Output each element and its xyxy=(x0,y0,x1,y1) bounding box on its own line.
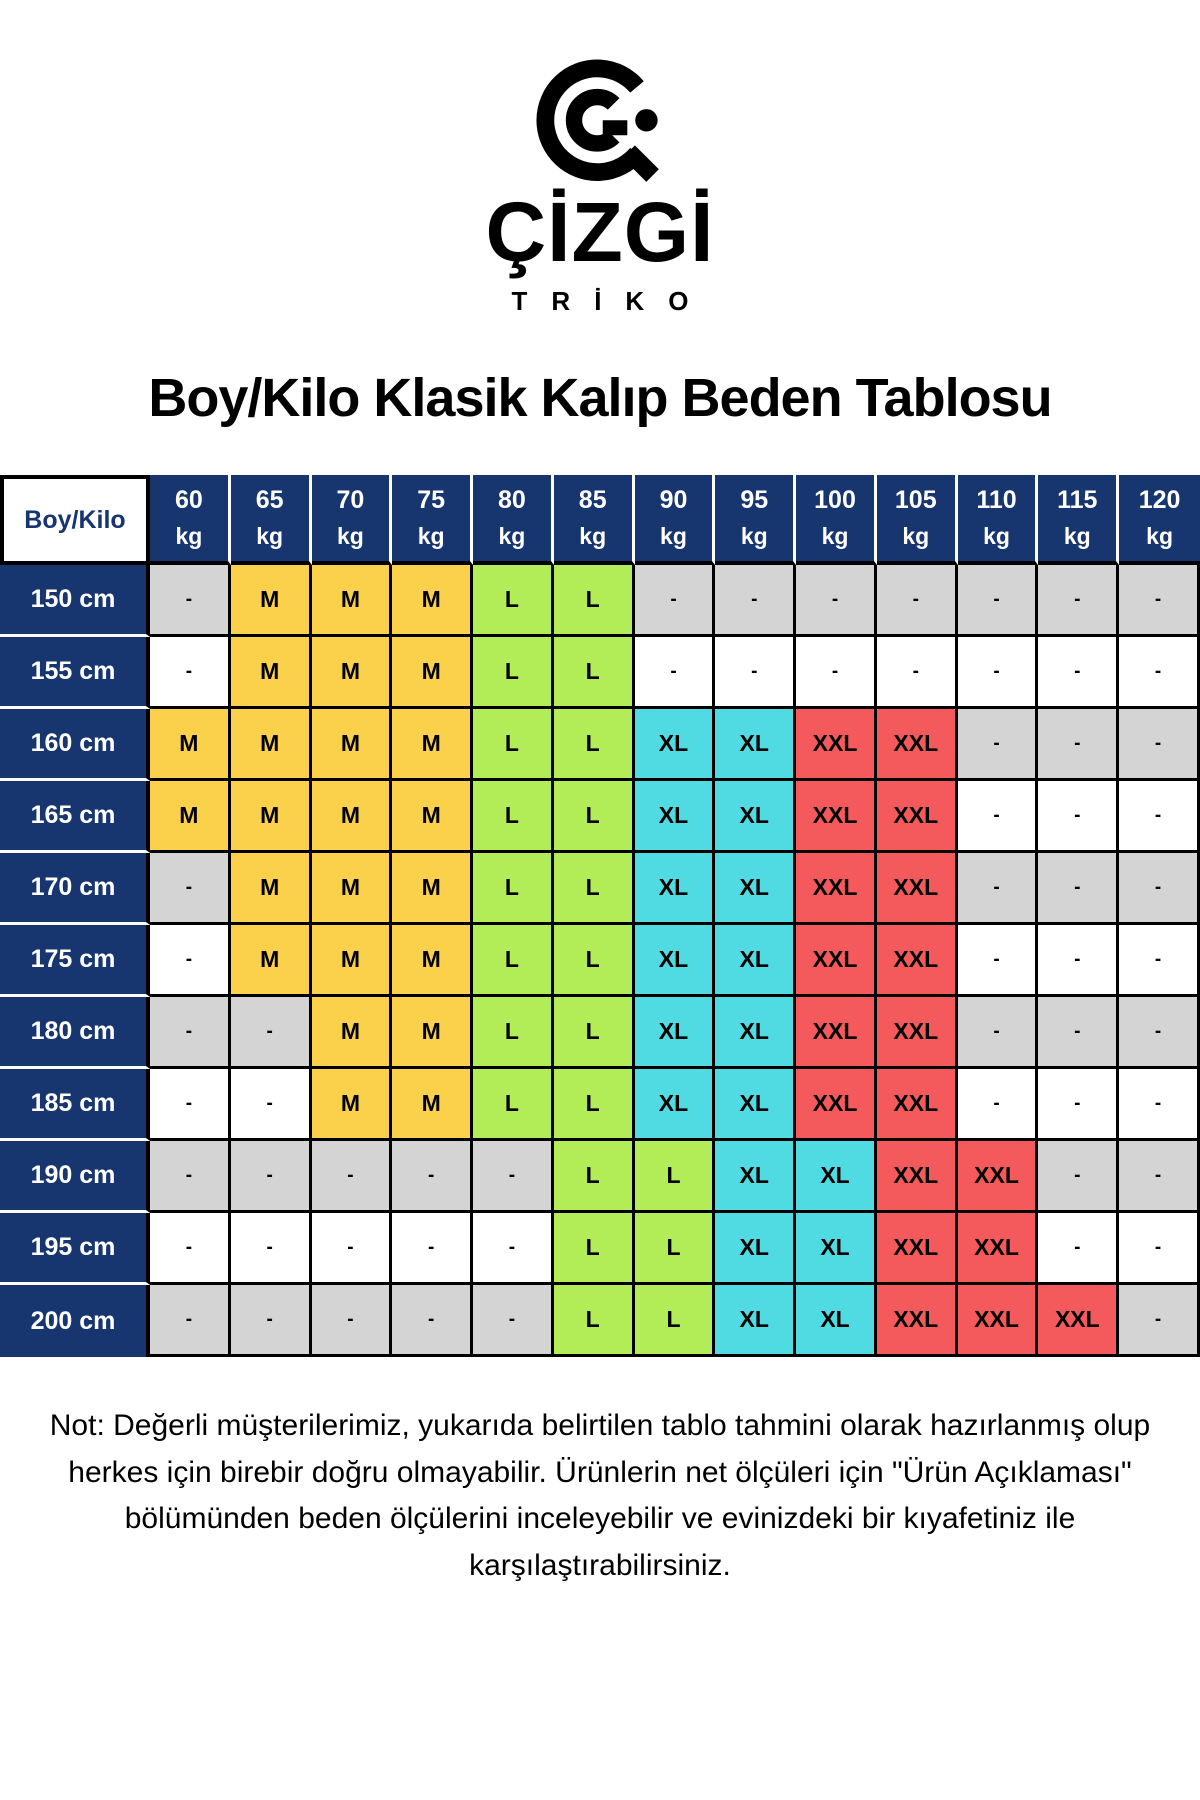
size-cell: - xyxy=(1038,637,1119,709)
size-cell: M xyxy=(392,565,473,637)
size-cell: XXL xyxy=(796,781,877,853)
size-cell: XXL xyxy=(796,1069,877,1141)
size-cell: - xyxy=(1119,925,1200,997)
size-cell: M xyxy=(231,853,312,925)
size-cell: XXL xyxy=(877,1141,958,1213)
table-row xyxy=(0,1285,1200,1357)
weight-header: 110 kg xyxy=(958,475,1039,565)
weight-header: 120 kg xyxy=(1119,475,1200,565)
size-cell: XL xyxy=(796,1141,877,1213)
size-cell: - xyxy=(150,853,231,925)
size-cell: XXL xyxy=(877,853,958,925)
page-title: Boy/Kilo Klasik Kalıp Beden Tablosu xyxy=(148,368,1052,428)
weight-header: 95 kg xyxy=(715,475,796,565)
size-cell: XL xyxy=(715,1069,796,1141)
size-cell: XL xyxy=(635,709,716,781)
weight-header: 115 kg xyxy=(1038,475,1119,565)
size-cell: - xyxy=(1038,709,1119,781)
weight-header: 65 kg xyxy=(231,475,312,565)
size-cell: L xyxy=(473,925,554,997)
size-cell: - xyxy=(1038,781,1119,853)
size-cell: - xyxy=(150,565,231,637)
corner-cell: Boy/Kilo xyxy=(0,475,150,565)
size-cell: XXL xyxy=(958,1213,1039,1285)
size-cell: - xyxy=(231,1213,312,1285)
size-cell: M xyxy=(231,709,312,781)
size-cell: - xyxy=(1119,1285,1200,1357)
size-table xyxy=(0,475,1200,1357)
brand-logo xyxy=(0,0,1200,317)
size-cell: M xyxy=(150,709,231,781)
size-cell: L xyxy=(473,781,554,853)
size-cell: XXL xyxy=(877,1213,958,1285)
size-cell: L xyxy=(554,853,635,925)
weight-header: 60 kg xyxy=(150,475,231,565)
size-cell: - xyxy=(231,1285,312,1357)
size-cell: - xyxy=(1038,925,1119,997)
size-cell: - xyxy=(715,565,796,637)
weight-header: 70 kg xyxy=(312,475,393,565)
size-cell: M xyxy=(312,997,393,1069)
size-cell: L xyxy=(554,1285,635,1357)
height-label: 155 cm xyxy=(0,637,150,709)
size-cell: XL xyxy=(715,1285,796,1357)
size-cell: L xyxy=(473,997,554,1069)
size-cell: L xyxy=(554,637,635,709)
size-cell: - xyxy=(1119,997,1200,1069)
size-cell: XL xyxy=(796,1285,877,1357)
size-cell: - xyxy=(150,1285,231,1357)
table-row xyxy=(0,781,1200,853)
size-cell: M xyxy=(231,637,312,709)
table-row xyxy=(0,1213,1200,1285)
weight-header: 105 kg xyxy=(877,475,958,565)
size-cell: XXL xyxy=(796,925,877,997)
size-cell: L xyxy=(554,709,635,781)
table-row xyxy=(0,1069,1200,1141)
size-cell: XXL xyxy=(877,997,958,1069)
weight-header: 75 kg xyxy=(392,475,473,565)
size-cell: - xyxy=(231,997,312,1069)
weight-header: 90 kg xyxy=(635,475,716,565)
size-cell: - xyxy=(1119,637,1200,709)
size-cell: M xyxy=(312,1069,393,1141)
height-label: 180 cm xyxy=(0,997,150,1069)
brand-tagline: TRİKO xyxy=(511,286,713,316)
height-label: 185 cm xyxy=(0,1069,150,1141)
weight-header: 80 kg xyxy=(473,475,554,565)
size-cell: XXL xyxy=(877,1069,958,1141)
height-label: 195 cm xyxy=(0,1213,150,1285)
size-cell: - xyxy=(958,853,1039,925)
table-row xyxy=(0,925,1200,997)
size-cell: XL xyxy=(635,925,716,997)
size-cell: XXL xyxy=(877,925,958,997)
size-cell: M xyxy=(312,637,393,709)
size-cell: XL xyxy=(796,1213,877,1285)
size-cell: L xyxy=(554,781,635,853)
size-cell: - xyxy=(796,637,877,709)
size-cell: - xyxy=(231,1141,312,1213)
size-cell: - xyxy=(473,1141,554,1213)
size-cell: L xyxy=(473,853,554,925)
size-cell: - xyxy=(1119,781,1200,853)
weight-header: 100 kg xyxy=(796,475,877,565)
size-cell: XXL xyxy=(958,1285,1039,1357)
weight-header: 85 kg xyxy=(554,475,635,565)
table-header-row xyxy=(0,475,1200,565)
size-cell: - xyxy=(1119,1213,1200,1285)
size-cell: - xyxy=(150,925,231,997)
size-cell: L xyxy=(554,1141,635,1213)
size-cell: - xyxy=(958,1069,1039,1141)
table-row xyxy=(0,1141,1200,1213)
size-cell: XXL xyxy=(796,709,877,781)
size-cell: M xyxy=(312,565,393,637)
size-cell: - xyxy=(1119,709,1200,781)
size-cell: XL xyxy=(715,1141,796,1213)
size-cell: - xyxy=(1038,853,1119,925)
height-label: 150 cm xyxy=(0,565,150,637)
size-cell: L xyxy=(635,1285,716,1357)
size-cell: - xyxy=(958,781,1039,853)
size-cell: L xyxy=(554,565,635,637)
size-cell: - xyxy=(1119,1141,1200,1213)
size-cell: - xyxy=(958,997,1039,1069)
size-cell: - xyxy=(1038,565,1119,637)
note-text: Not: Değerli müşterilerimiz, yukarıda belirtilen tablo tahmini olarak hazırlanmış olup herkes için birebir doğru olmayabilir. Ürünlerin net ölçüleri için "Ürün Açıklaması" bölümünden beden ölçülerini inceleyebilir ve evinizdeki bir kıyafetiniz ile karşılaştırabilirsiniz. xyxy=(49,1409,1151,1582)
table-row xyxy=(0,637,1200,709)
size-cell: XXL xyxy=(877,1285,958,1357)
table-row xyxy=(0,565,1200,637)
size-cell: - xyxy=(392,1213,473,1285)
height-label: 165 cm xyxy=(0,781,150,853)
size-cell: - xyxy=(635,637,716,709)
size-cell: - xyxy=(1119,853,1200,925)
size-cell: L xyxy=(473,565,554,637)
size-cell: M xyxy=(392,1069,473,1141)
size-cell: L xyxy=(554,925,635,997)
size-cell: L xyxy=(554,1213,635,1285)
size-cell: - xyxy=(877,565,958,637)
height-label: 190 cm xyxy=(0,1141,150,1213)
size-cell: M xyxy=(231,781,312,853)
size-cell: XL xyxy=(635,781,716,853)
size-cell: - xyxy=(958,925,1039,997)
height-label: 160 cm xyxy=(0,709,150,781)
size-cell: M xyxy=(312,853,393,925)
size-cell: - xyxy=(1038,1213,1119,1285)
size-cell: XL xyxy=(635,997,716,1069)
brand-name: ÇİZGİ xyxy=(485,185,715,279)
size-cell: M xyxy=(150,781,231,853)
size-cell: - xyxy=(635,565,716,637)
size-cell: - xyxy=(1038,997,1119,1069)
size-cell: - xyxy=(1119,1069,1200,1141)
size-cell: XXL xyxy=(796,997,877,1069)
size-cell: - xyxy=(1038,1069,1119,1141)
size-cell: XXL xyxy=(958,1141,1039,1213)
size-cell: L xyxy=(473,637,554,709)
size-cell: - xyxy=(1038,1141,1119,1213)
size-cell: XL xyxy=(715,1213,796,1285)
size-cell: - xyxy=(150,637,231,709)
size-cell: XL xyxy=(715,781,796,853)
table-row xyxy=(0,997,1200,1069)
size-cell: XL xyxy=(715,925,796,997)
size-cell: - xyxy=(231,1069,312,1141)
size-cell: XXL xyxy=(1038,1285,1119,1357)
size-cell: - xyxy=(392,1285,473,1357)
size-cell: L xyxy=(473,1069,554,1141)
size-cell: M xyxy=(392,925,473,997)
size-cell: L xyxy=(554,1069,635,1141)
size-cell: - xyxy=(312,1213,393,1285)
table-row xyxy=(0,709,1200,781)
size-cell: XXL xyxy=(877,781,958,853)
size-cell: XL xyxy=(635,1069,716,1141)
size-cell: L xyxy=(635,1213,716,1285)
height-label: 170 cm xyxy=(0,853,150,925)
size-cell: M xyxy=(312,781,393,853)
table-row xyxy=(0,853,1200,925)
size-cell: - xyxy=(1119,565,1200,637)
cizgi-monogram-icon xyxy=(524,52,676,194)
size-cell: - xyxy=(796,565,877,637)
size-cell: L xyxy=(473,709,554,781)
size-cell: XL xyxy=(715,997,796,1069)
size-cell: - xyxy=(958,565,1039,637)
height-label: 200 cm xyxy=(0,1285,150,1357)
height-label: 175 cm xyxy=(0,925,150,997)
size-cell: XL xyxy=(635,853,716,925)
size-cell: - xyxy=(473,1285,554,1357)
size-cell: L xyxy=(554,997,635,1069)
size-cell: M xyxy=(231,565,312,637)
size-cell: XL xyxy=(715,853,796,925)
size-cell: M xyxy=(312,709,393,781)
size-cell: - xyxy=(150,1069,231,1141)
size-cell: - xyxy=(958,709,1039,781)
size-cell: M xyxy=(312,925,393,997)
size-cell: XXL xyxy=(796,853,877,925)
size-cell: - xyxy=(392,1141,473,1213)
size-cell: XXL xyxy=(877,709,958,781)
size-cell: - xyxy=(150,1213,231,1285)
size-cell: - xyxy=(715,637,796,709)
size-cell: - xyxy=(150,997,231,1069)
size-cell: M xyxy=(392,997,473,1069)
size-cell: - xyxy=(877,637,958,709)
size-cell: M xyxy=(231,925,312,997)
size-cell: L xyxy=(635,1141,716,1213)
size-cell: - xyxy=(958,637,1039,709)
size-cell: M xyxy=(392,709,473,781)
size-cell: - xyxy=(150,1141,231,1213)
size-cell: - xyxy=(312,1141,393,1213)
size-cell: M xyxy=(392,781,473,853)
size-cell: M xyxy=(392,637,473,709)
size-cell: XL xyxy=(715,709,796,781)
size-cell: M xyxy=(392,853,473,925)
size-cell: - xyxy=(473,1213,554,1285)
size-cell: - xyxy=(312,1285,393,1357)
